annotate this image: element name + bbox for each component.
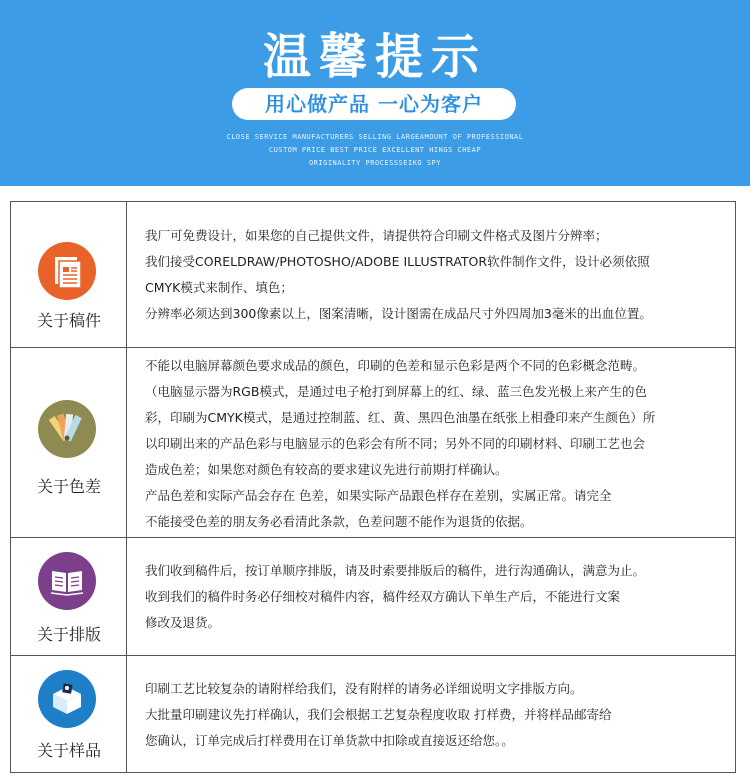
content-line: 修改及退货。 [145, 615, 221, 630]
section-content [145, 558, 727, 636]
content-line: 以印刷出来的产品色彩与电脑显示的色彩会有所不同；另外不同的印刷材料、印刷工艺也会 [145, 436, 646, 451]
slogan-pill: 用心做产品 一心为客户 [232, 88, 516, 120]
content-line: CMYK模式来制作、填色； [145, 280, 293, 295]
section-label: 关于稿件 [36, 311, 101, 330]
content-line: 不能接受色差的朋友务必看清此条款，色差问题不能作为退货的依据。 [145, 514, 533, 529]
section-label: 关于样品 [36, 741, 101, 760]
english-line: CUSTOM PRICE BEST PRICE EXCELLENT HINGS CHEAP [268, 146, 482, 154]
section-content [145, 676, 727, 754]
content-line: 大批量印刷建议先打样确认，我们会根据工艺复杂程度收取 打样费，并将样品邮寄给 [145, 707, 612, 722]
english-line: CLOSE SERVICE MANUFACTURERS SELLING LARGEAMOUNT OF PROFESSIONAL [226, 133, 524, 141]
content-line: 不能以电脑屏幕颜色要求成品的颜色，印刷的色差和显示色彩是两个不同的色彩概念范畴。 [145, 358, 646, 373]
page-title: 温馨提示 [262, 29, 487, 85]
section-header-cell [11, 202, 127, 347]
section-row-layout [11, 538, 735, 656]
content-line: 产品色差和实际产品会存在 色差，如果实际产品跟色样存在差别，实属正常。请完全 [145, 488, 612, 503]
document-icon [38, 242, 96, 300]
content-line: 收到我们的稿件时务必仔细校对稿件内容，稿件经双方确认下单生产后，不能进行文案 [145, 589, 621, 604]
content-line: （电脑显示器为RGB模式，是通过电子枪打到屏幕上的红、绿、蓝三色发光极上来产生的色 [145, 384, 647, 399]
content-line: 分辨率必须达到300像素以上，图案清晰，设计图需在成品尺寸外四周加3毫米的出血位置。 [145, 306, 652, 321]
open-book-icon [38, 552, 96, 610]
content-line: 造成色差；如果您对颜色有较高的要求建议先进行前期打样确认。 [145, 462, 508, 477]
section-row-artwork [11, 202, 735, 348]
content-line: 印刷工艺比较复杂的请附样给我们，没有附样的请务必详细说明文字排版方向。 [145, 681, 583, 696]
english-tagline [0, 131, 750, 170]
english-line: ORIGINALITY PROCESSSEIKO SPY [308, 159, 441, 167]
section-header-cell [11, 656, 127, 772]
content-line: 您确认，订单完成后打样费用在订单货款中扣除或直接返还给您。。 [145, 733, 514, 748]
section-label: 关于排版 [36, 625, 101, 644]
content-line: 我们接受CORELDRAW/PHOTOSHO/ADOBE ILLUSTRATOR软件制作文件，设计必须依照 [145, 254, 650, 269]
notice-table [10, 201, 736, 773]
section-content [145, 353, 727, 535]
content-line: 我们收到稿件后，按订单顺序排版，请及时索要排版后的稿件，进行沟通确认，满意为止。 [145, 563, 646, 578]
section-header-cell [11, 348, 127, 537]
content-line: 彩，印刷为CMYK模式，是通过控制蓝、红、黄、黑四色油墨在纸张上相叠印来产生颜色）所 [145, 410, 656, 425]
section-label: 关于色差 [36, 477, 101, 496]
content-line: 我厂可免费设计，如果您的自己提供文件，请提供符合印刷文件格式及图片分辨率； [145, 228, 608, 243]
color-swatch-icon [38, 400, 96, 458]
section-row-samples [11, 656, 735, 772]
section-row-color-difference [11, 348, 735, 538]
sample-box-icon [38, 670, 96, 728]
section-header-cell [11, 538, 127, 655]
section-content [145, 223, 727, 327]
header-banner [0, 0, 750, 186]
